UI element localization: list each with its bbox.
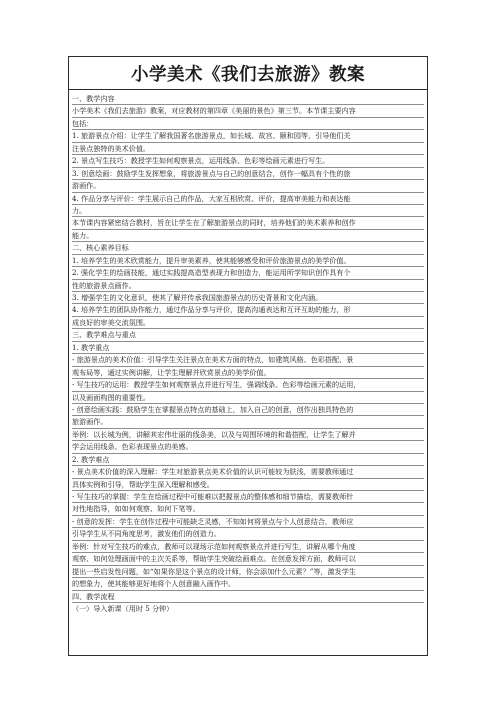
text-line: 一、教学内容 (72, 93, 424, 105)
text-line: - 景点美术价值的深入理解：学生对旅游景点美术价值的认识可能较为肤浅，需要教师通过 (72, 466, 424, 478)
lesson-plan-table (68, 56, 428, 656)
document-body (69, 90, 427, 615)
text-line: 性的旅游景点画作。 (72, 280, 424, 292)
title-cell (69, 57, 427, 90)
text-line: 2. 景点写生技巧：教授学生如何观察景点，运用线条、色彩等绘画元素进行写生。 (72, 155, 424, 167)
text-line: 三、教学难点与重点 (72, 329, 424, 341)
text-line: 注景点独特的美术价值。 (72, 143, 424, 155)
text-line: 3. 创意绘画：鼓励学生发挥想象，将旅游景点与自己的创意结合，创作一幅具有个性的旅 (72, 168, 424, 180)
document-title: 小学美术《我们去旅游》教案 (131, 64, 365, 85)
text-line: 四、教学流程 (72, 591, 424, 603)
text-line: 力。 (72, 205, 424, 217)
text-line: 包括： (72, 118, 424, 130)
text-line: 4. 作品分享与评价：学生展示自己的作品，大家互相欣赏、评价，提高审美能力和表达能 (72, 193, 424, 205)
text-line: 3. 增强学生的文化意识，使其了解并传承我国旅游景点的历史背景和文化内涵。 (72, 292, 424, 304)
text-line: 能力。 (72, 230, 424, 242)
text-line: 观布局等，通过实例讲解，让学生理解并欣赏景点的美学价值。 (72, 367, 424, 379)
text-line: 2. 教学难点 (72, 454, 424, 466)
text-line: 引导学生从不同角度思考，激发他们的创造力。 (72, 528, 424, 540)
text-line: 旅游画作。 (72, 416, 424, 428)
text-line: 提出一些启发性问题，如“如果你是这个景点的设计师，你会添加什么元素？”等，激发学生 (72, 566, 424, 578)
text-line: 二、核心素养目标 (72, 242, 424, 254)
text-line: 的想象力，使其能够更好地将个人创意融入画作中。 (72, 578, 424, 590)
text-line: 举例：以长城为例，讲解其宏伟壮丽的线条美，以及与周围环境的和谐搭配，让学生了解并 (72, 429, 424, 441)
text-line: - 写生技巧的掌握：学生在绘画过程中可能难以把握景点的整体感和细节描绘，需要教师针 (72, 491, 424, 503)
text-line: 小学美术《我们去旅游》教案，对应教材的第四章《美丽的景色》第三节。本节课主要内容 (72, 105, 424, 117)
text-line: 本节课内容紧密结合教材，旨在让学生在了解旅游景点的同时，培养他们的美术素养和创作 (72, 217, 424, 229)
text-line: 2. 强化学生的绘画技能，通过实践提高造型表现力和创造力，能运用所学知识创作具有个 (72, 267, 424, 279)
text-line: 1. 教学重点 (72, 342, 424, 354)
text-line: 学会运用线条、色彩表现景点的美感。 (72, 441, 424, 453)
text-line: 游画作。 (72, 180, 424, 192)
text-line: 具体实例和引导，帮助学生深入理解和感受。 (72, 479, 424, 491)
text-line: 4. 培养学生的团队协作能力，通过作品分享与评价，提高沟通表达和互评互助的能力，形 (72, 304, 424, 316)
text-line: - 旅游景点的美术价值：引导学生关注景点在美术方面的特点，如建筑风格、色彩搭配、景 (72, 354, 424, 366)
text-line: - 写生技巧的运用：教授学生如何观察景点并进行写生，强调线条、色彩等绘画元素的运用， (72, 379, 424, 391)
text-line: 1. 培养学生的美术欣赏能力，提升审美素养，使其能够感受和评价旅游景点的美学价值。 (72, 255, 424, 267)
text-line: 观察、如何处理画面中的主次关系等，帮助学生突破绘画难点。在创意发挥方面，教师可以 (72, 553, 424, 565)
text-line: 1. 旅游景点介绍：让学生了解我国著名旅游景点，如长城、故宫、颐和园等，引导他们关 (72, 130, 424, 142)
text-line: - 创意的发挥：学生在创作过程中可能缺乏灵感，不知如何将景点与个人创意结合，教师应 (72, 516, 424, 528)
text-line: 成良好的审美交流氛围。 (72, 317, 424, 329)
text-line: 对性地指导，如如何观察、如何下笔等。 (72, 503, 424, 515)
text-line: 以及画面构图的重要性。 (72, 392, 424, 404)
text-line: （一）导入新课（用时 5 分钟） (72, 603, 174, 613)
text-line: 举例：针对写生技巧的难点，教师可以现场示范如何观察景点并进行写生，讲解从哪个角度 (72, 541, 424, 553)
text-line: - 创意绘画实践：鼓励学生在掌握景点特点的基础上，加入自己的创意，创作出独具特色的 (72, 404, 424, 416)
